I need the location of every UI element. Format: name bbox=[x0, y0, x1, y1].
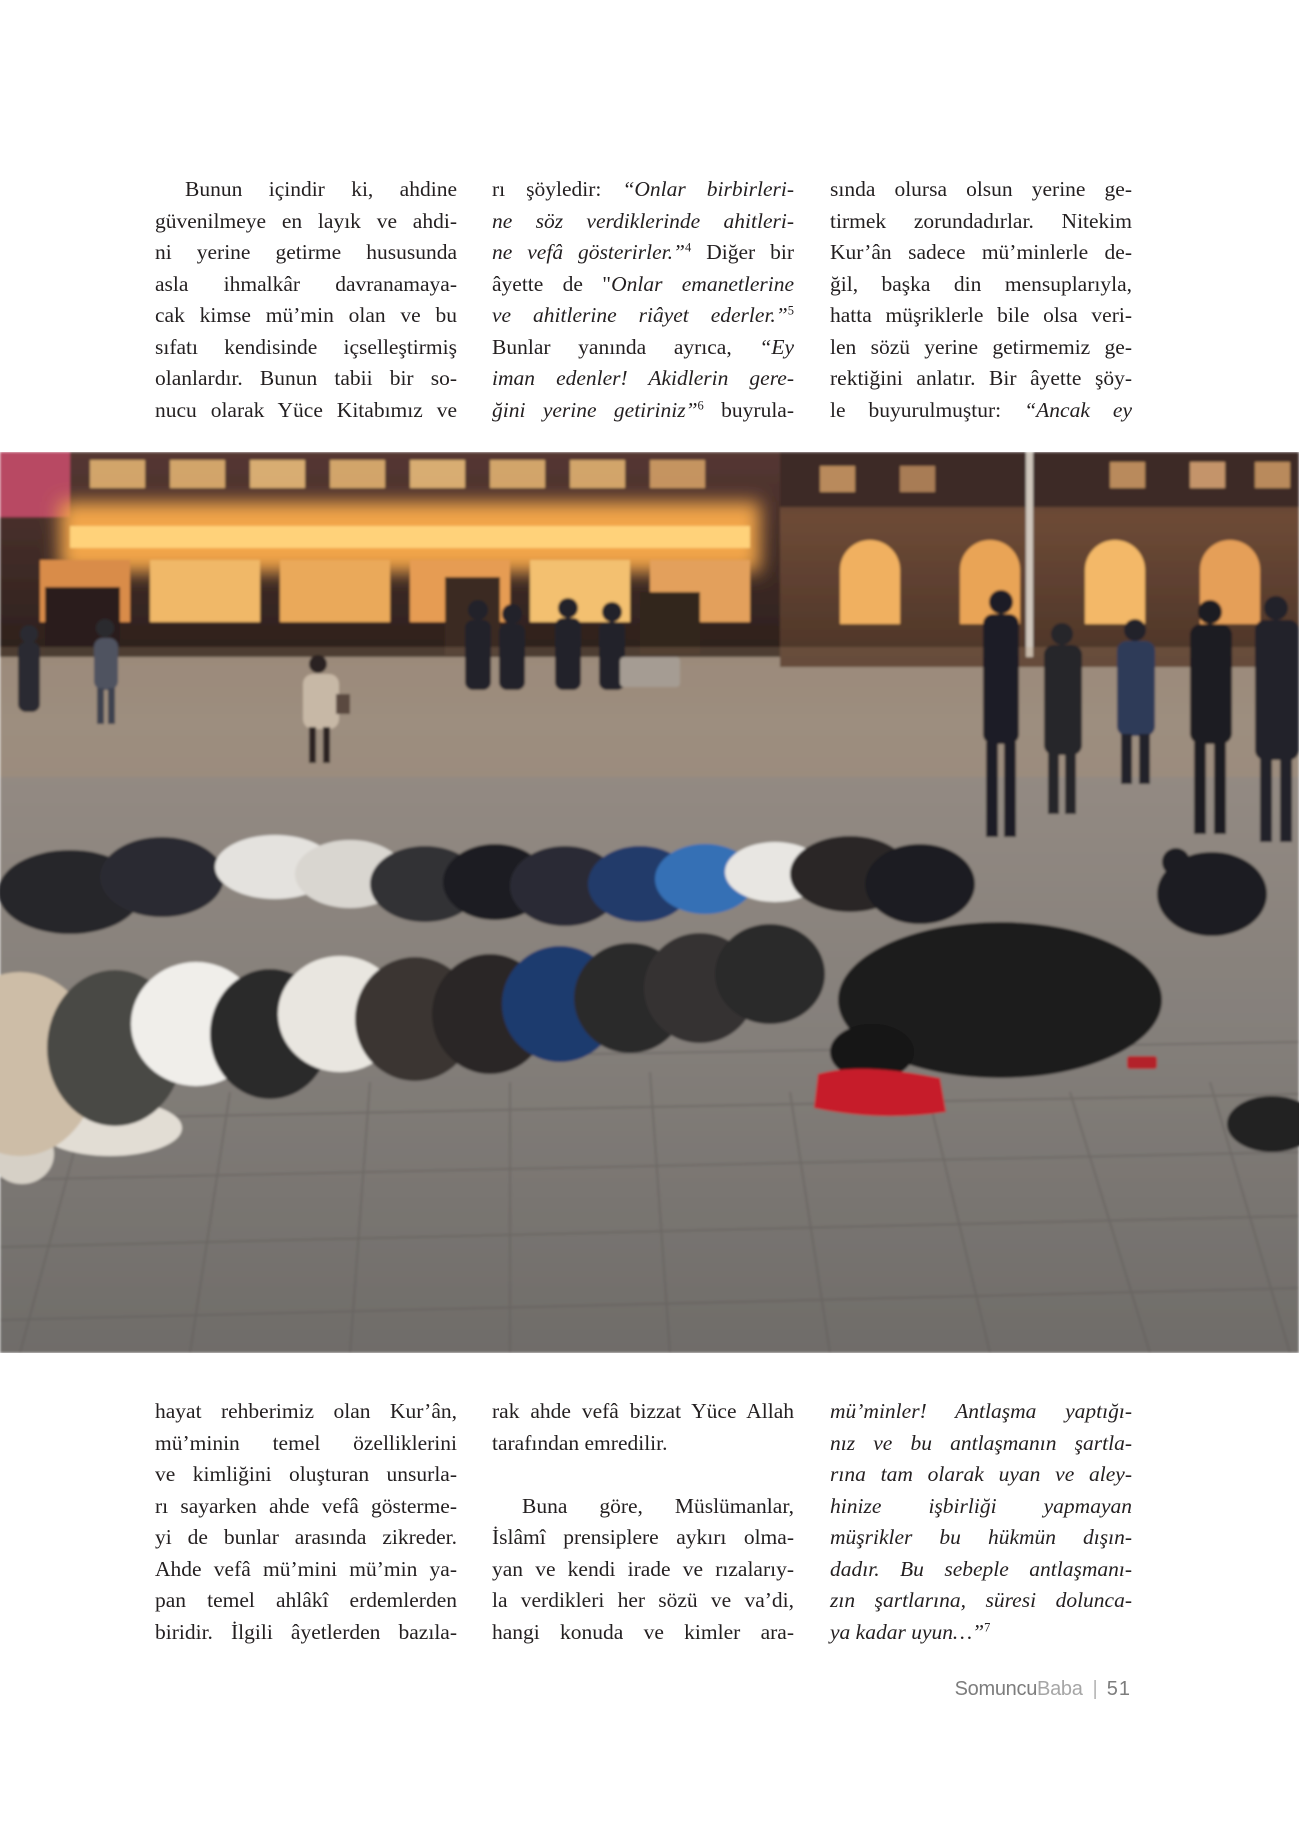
paragraph bbox=[830, 1396, 1132, 1648]
quoted-verse-text: ya kadar uyun…” bbox=[830, 1619, 985, 1644]
footnote-marker: 6 bbox=[697, 397, 704, 412]
text-line bbox=[492, 1617, 794, 1649]
text-line bbox=[155, 1585, 457, 1617]
quoted-verse-text: mü’minler! Antlaşma yaptığı- bbox=[830, 1399, 1132, 1423]
lit-window bbox=[570, 460, 625, 488]
light-band bbox=[70, 526, 750, 548]
head bbox=[1264, 596, 1288, 620]
article-column-2-above-photo bbox=[492, 174, 794, 426]
text-line bbox=[830, 1554, 1132, 1586]
text-line bbox=[830, 1585, 1132, 1617]
body bbox=[465, 620, 491, 690]
body-text: sıfatı kendisinde içselleştirmiş bbox=[155, 334, 457, 359]
head bbox=[468, 600, 488, 620]
magazine-name-second-part: Baba bbox=[1037, 1678, 1083, 1700]
body-text: tirmek zorundadırlar. Nitekim bbox=[830, 208, 1132, 233]
paragraph bbox=[155, 1396, 457, 1648]
lit-window bbox=[1190, 462, 1225, 488]
text-line bbox=[830, 237, 1132, 269]
text-line bbox=[492, 1428, 794, 1460]
text-line bbox=[155, 1491, 457, 1523]
body-text: hatta müşriklerle bile olsa veri- bbox=[830, 303, 1132, 327]
shop-window bbox=[280, 560, 390, 622]
body-text: ğil, başka din mensuplarıyla, bbox=[830, 271, 1132, 296]
head bbox=[309, 655, 327, 673]
text-line bbox=[155, 1396, 457, 1428]
text-line bbox=[492, 332, 794, 364]
head bbox=[20, 625, 38, 643]
paragraph bbox=[830, 174, 1132, 426]
praying-person bbox=[715, 924, 825, 1024]
leg bbox=[1004, 742, 1016, 837]
quoted-verse-text: dadır. Bu sebeple antlaşmanı- bbox=[830, 1556, 1132, 1581]
text-line bbox=[830, 395, 1132, 427]
body-text: Bunlar yanında ayrıca, bbox=[492, 334, 760, 359]
body-text: Diğer bir bbox=[691, 240, 794, 264]
red-cloth bbox=[814, 1069, 946, 1116]
leg bbox=[1139, 734, 1150, 784]
text-line bbox=[155, 1428, 457, 1460]
head bbox=[1162, 848, 1190, 876]
text-line bbox=[492, 395, 794, 427]
text-line bbox=[830, 363, 1132, 395]
body-text: rektiğini anlatır. Bir âyette şöy- bbox=[830, 366, 1132, 390]
body-text: pan temel ahlâkî erdemlerden bbox=[155, 1588, 457, 1612]
text-line bbox=[492, 1396, 794, 1428]
text-line bbox=[155, 332, 457, 364]
leg bbox=[1121, 734, 1132, 784]
quoted-verse-text: ne söz verdiklerinde ahitleri- bbox=[492, 208, 794, 233]
text-line bbox=[492, 206, 794, 238]
body-text: sında olursa olsun yerine ge- bbox=[830, 177, 1132, 201]
arched-window bbox=[960, 540, 1020, 624]
paragraph bbox=[155, 174, 457, 426]
body-text: la verdikleri her sözü ve va’di, bbox=[492, 1588, 794, 1612]
text-line bbox=[830, 1396, 1132, 1428]
body bbox=[94, 638, 118, 690]
quoted-verse-text: zın şartlarına, süresi dolunca- bbox=[830, 1588, 1132, 1612]
text-line bbox=[492, 1554, 794, 1586]
standing-person bbox=[18, 625, 40, 712]
text-line bbox=[492, 1585, 794, 1617]
head bbox=[558, 598, 578, 618]
body-text: yi de bunlar arasında zikreder. bbox=[155, 1525, 457, 1549]
text-line bbox=[492, 269, 794, 301]
body-text: Ahde vefâ mü’mini mü’min ya- bbox=[155, 1556, 457, 1581]
body-text: mü’minin temel özelliklerini bbox=[155, 1430, 457, 1455]
text-line bbox=[492, 363, 794, 395]
text-line bbox=[830, 1491, 1132, 1523]
text-line bbox=[155, 237, 457, 269]
footnote-marker: 5 bbox=[787, 303, 794, 318]
body-text: ni yerine getirme hususunda bbox=[155, 240, 457, 264]
body-text: güvenilmeye en layık ve ahdi- bbox=[155, 208, 457, 233]
bag bbox=[336, 694, 350, 714]
body-text: olanlardır. Bunun tabii bir so- bbox=[155, 366, 457, 390]
quoted-verse-text: müşrikler bu hükmün dışın- bbox=[830, 1525, 1132, 1549]
leg bbox=[108, 688, 115, 724]
doorway bbox=[640, 592, 700, 654]
text-line bbox=[492, 237, 794, 269]
text-line bbox=[155, 1522, 457, 1554]
magazine-name-first-part: Somuncu bbox=[954, 1678, 1038, 1700]
body-text: len sözü yerine getirmemiz ge- bbox=[830, 334, 1132, 359]
leg bbox=[1194, 742, 1206, 834]
red-strap bbox=[1127, 1056, 1157, 1069]
body-text: hayat rehberimiz olan Kur’ân, bbox=[155, 1399, 457, 1423]
body-text: biridir. İlgili âyetlerden bazıla- bbox=[155, 1619, 457, 1644]
head bbox=[1051, 623, 1073, 645]
quoted-verse-text: “Ancak ey bbox=[1024, 397, 1132, 422]
text-line bbox=[155, 1617, 457, 1649]
text-line bbox=[155, 363, 457, 395]
street-pole bbox=[1026, 452, 1033, 657]
quoted-verse-text: nız ve bu antlaşmanın şartla- bbox=[830, 1430, 1132, 1455]
body-text: âyette de " bbox=[492, 271, 612, 296]
quoted-verse-text: “Onlar birbirleri- bbox=[622, 177, 794, 201]
coat bbox=[303, 674, 339, 729]
text-line bbox=[155, 269, 457, 301]
body-text: rak ahde vefâ bizzat Yüce Allah bbox=[492, 1399, 794, 1423]
leg bbox=[97, 688, 104, 724]
lit-window bbox=[820, 466, 855, 492]
article-column-2-below-photo bbox=[492, 1396, 794, 1648]
lit-window bbox=[250, 460, 305, 488]
lit-window bbox=[900, 466, 935, 492]
paragraph bbox=[492, 174, 794, 426]
body-text: yan ve kendi irade ve rızalarıy- bbox=[492, 1556, 794, 1581]
text-line bbox=[155, 206, 457, 238]
text-line bbox=[155, 1554, 457, 1586]
body-text: Kur’ân sadece mü’minlerle de- bbox=[830, 240, 1132, 264]
leg bbox=[323, 727, 330, 763]
body-text: Bunun içindir ki, ahdine bbox=[185, 177, 457, 201]
quoted-verse-text: hinize işbirliği yapmayan bbox=[830, 1493, 1132, 1518]
text-line bbox=[830, 332, 1132, 364]
body-text: ve kimliğini oluşturan unsurla- bbox=[155, 1462, 457, 1486]
quoted-verse-text: iman edenler! Akidlerin gere- bbox=[492, 366, 794, 390]
bench bbox=[620, 657, 680, 687]
body-text: İslâmî prensiplere aykırı olma- bbox=[492, 1525, 794, 1549]
quoted-verse-text: ne vefâ gösterirler.” bbox=[492, 240, 685, 264]
footnote-marker: 4 bbox=[684, 240, 692, 255]
text-line bbox=[155, 174, 457, 206]
body bbox=[499, 624, 525, 690]
storefronts-left bbox=[0, 452, 780, 657]
quoted-verse-text: ğini yerine getiriniz” bbox=[492, 397, 698, 422]
body-text: nucu olarak Yüce Kitabımız ve bbox=[155, 397, 457, 422]
head bbox=[1198, 600, 1222, 624]
article-column-3-above-photo bbox=[830, 174, 1132, 426]
arched-window bbox=[1085, 540, 1145, 624]
text-line bbox=[830, 1522, 1132, 1554]
leg bbox=[1260, 757, 1272, 842]
paragraph bbox=[492, 1396, 794, 1459]
quoted-verse-text: rına tam olarak uyan ve aley- bbox=[830, 1462, 1132, 1486]
body bbox=[1255, 620, 1299, 760]
lit-window bbox=[490, 460, 545, 488]
leg bbox=[1065, 752, 1076, 814]
lit-window bbox=[650, 460, 705, 488]
shop-window bbox=[150, 560, 260, 622]
text-line bbox=[155, 300, 457, 332]
head bbox=[96, 619, 114, 637]
lit-window bbox=[330, 460, 385, 488]
body-text: le buyurulmuştur: bbox=[830, 397, 1025, 422]
body-text: tarafından emredilir. bbox=[492, 1430, 668, 1455]
praying-person bbox=[865, 844, 975, 924]
text-line bbox=[492, 1522, 794, 1554]
head bbox=[989, 590, 1013, 614]
lit-window bbox=[90, 460, 145, 488]
leg bbox=[309, 727, 316, 763]
leg bbox=[1280, 757, 1292, 842]
text-line bbox=[830, 269, 1132, 301]
body-text: rı şöyledir: bbox=[492, 177, 623, 201]
lit-window bbox=[170, 460, 225, 488]
footnote-marker: 7 bbox=[984, 1619, 991, 1634]
article-column-1-below-photo bbox=[155, 1396, 457, 1648]
photo-congregational-prayer-in-city-square bbox=[0, 452, 1299, 1353]
lit-window bbox=[410, 460, 465, 488]
text-line bbox=[155, 1459, 457, 1491]
body-text: buyrula- bbox=[703, 397, 794, 422]
body-text: Buna göre, Müslümanlar, bbox=[522, 1493, 794, 1518]
text-line bbox=[830, 1459, 1132, 1491]
text-line bbox=[492, 300, 794, 332]
praying-person bbox=[100, 837, 224, 917]
text-line bbox=[830, 1617, 1132, 1649]
body bbox=[1117, 641, 1155, 736]
article-column-1-above-photo bbox=[155, 174, 457, 426]
quoted-verse-text: Onlar emanetlerine bbox=[611, 271, 794, 296]
body bbox=[18, 642, 40, 712]
body-text: hangi konuda ve kimler ara- bbox=[492, 1619, 794, 1644]
body-text: cak kimse mü’min olan ve bu bbox=[155, 303, 457, 327]
paragraph bbox=[492, 1491, 794, 1649]
leg bbox=[1214, 742, 1226, 834]
leg bbox=[986, 742, 998, 837]
body-text: asla ihmalkâr davranamaya- bbox=[155, 271, 457, 296]
body bbox=[1190, 624, 1232, 744]
body bbox=[983, 614, 1019, 744]
photo-scene bbox=[0, 452, 1299, 1353]
lit-window bbox=[1255, 462, 1290, 488]
lit-window bbox=[1110, 462, 1145, 488]
page-number: 51 bbox=[1106, 1678, 1131, 1700]
head bbox=[602, 602, 622, 622]
body bbox=[555, 618, 581, 690]
text-line bbox=[155, 395, 457, 427]
text-line bbox=[492, 1491, 794, 1523]
text-line bbox=[830, 174, 1132, 206]
quoted-verse-text: “Ey bbox=[759, 334, 794, 359]
head bbox=[502, 604, 522, 624]
text-line bbox=[830, 206, 1132, 238]
text-line bbox=[492, 174, 794, 206]
body-text: rı sayarken ahde vefâ gösterme- bbox=[155, 1493, 457, 1518]
text-line bbox=[830, 300, 1132, 332]
footer-separator: | bbox=[1092, 1678, 1098, 1700]
leg bbox=[1048, 752, 1059, 814]
neon-sign bbox=[0, 452, 70, 517]
head bbox=[1124, 619, 1146, 641]
article-column-3-below-photo bbox=[830, 1396, 1132, 1648]
text-line bbox=[830, 1428, 1132, 1460]
arched-window bbox=[840, 540, 900, 624]
quoted-verse-text: ve ahitlerine riâyet ederler.” bbox=[492, 303, 788, 327]
body bbox=[1044, 645, 1082, 755]
page-footer bbox=[955, 1676, 1131, 1702]
